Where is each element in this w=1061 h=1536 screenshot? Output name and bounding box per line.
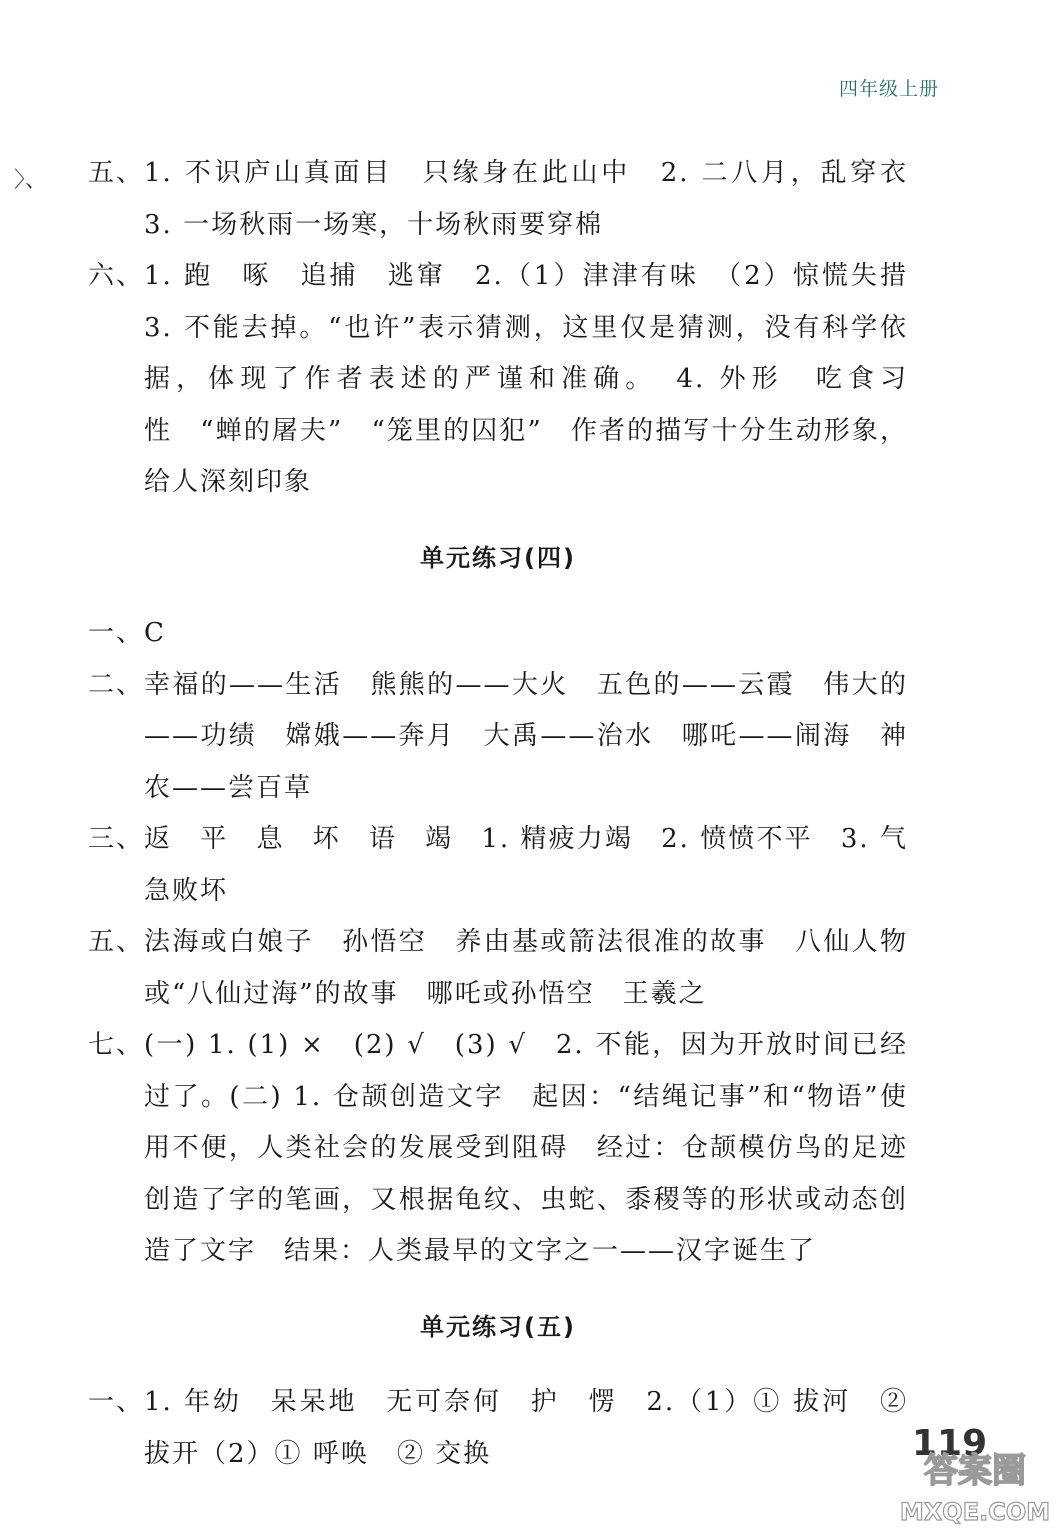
item-text: 1. 不识庐山真面目 只缘身在此山中 2. 二八月，乱穿衣 3. 一场秋雨一场寒，十场秋雨要穿棉	[144, 158, 937, 240]
item-number: 二、	[88, 669, 145, 700]
watermark-logo	[900, 1440, 1050, 1530]
watermark-text: 答案圈	[924, 1451, 1026, 1491]
item-text: 1. 跑 啄 追捕 逃窜 2.（1）津津有味 （2）惊慌失措 3. 不能去掉。“也许”表示猜测，这里仅是猜测，没有科学依据，体现了作者表述的严谨和准确。 4. 外形 吃食习性 “蝉的屠夫” “笼里的囚犯” 作者的描写十分生动形象，给人深刻印象	[144, 261, 937, 497]
answer-item	[88, 148, 937, 251]
margin-mark: 〉、	[14, 168, 48, 193]
item-text: (一) 1. (1) × (2) √ (3) √ 2. 不能，因为开放时间已经过了。(二) 1. 仓颉创造文字 起因：“结绳记事”和“物语”使用不便，人类社会的发展受到阻碍 经过：仓颉模仿鸟的足迹创造了字的笔画，又根据龟纹、虫蛇、黍稷等的形状或动态创造了文字 结果：人类最早的文字之一——汉字诞生了	[144, 1030, 908, 1266]
item-number: 三、	[88, 824, 145, 854]
section-title-4: 单元练习(四)	[420, 543, 576, 572]
answer-item	[88, 608, 908, 660]
watermark-url: MXQE.COM	[900, 1498, 1050, 1526]
item-text: 返 平 息 坏 语 竭 1. 精疲力竭 2. 愤愤不平 3. 气急败坏	[144, 824, 908, 906]
item-text: C	[144, 618, 166, 648]
item-text: 法海或白娘子 孙悟空 养由基或箭法很准的故事 八仙人物或“八仙过海”的故事 哪吒或孙悟空 王羲之	[144, 927, 908, 1009]
answer-content	[88, 148, 937, 1480]
item-number: 一、	[88, 1387, 145, 1417]
item-text: 1. 年幼 呆呆地 无可奈何 护 愣 2.（1）① 拔河 ② 拔开（2）① 呼唤 ② 交换	[144, 1387, 908, 1469]
item-number: 六、	[88, 261, 145, 291]
item-number: 五、	[88, 927, 145, 957]
item-number: 一、	[88, 618, 145, 648]
grade-tag: 四年级上册	[838, 78, 939, 100]
answer-item	[88, 917, 908, 1020]
item-text: 幸福的——生活 熊熊的——大火 五色的——云霞 伟大的——功绩 嫦娥——奔月 大禹——治水 哪吒——闹海 神农——尝百草	[144, 669, 908, 803]
answer-item	[88, 660, 908, 815]
answer-item	[88, 814, 908, 917]
item-number: 七、	[88, 1030, 145, 1060]
section-title-5: 单元练习(五)	[420, 1312, 576, 1341]
page-number: 119	[912, 1423, 988, 1464]
answer-item	[88, 251, 937, 509]
answer-item	[88, 1377, 908, 1480]
item-number: 五、	[88, 158, 145, 188]
answer-item	[88, 1020, 908, 1278]
